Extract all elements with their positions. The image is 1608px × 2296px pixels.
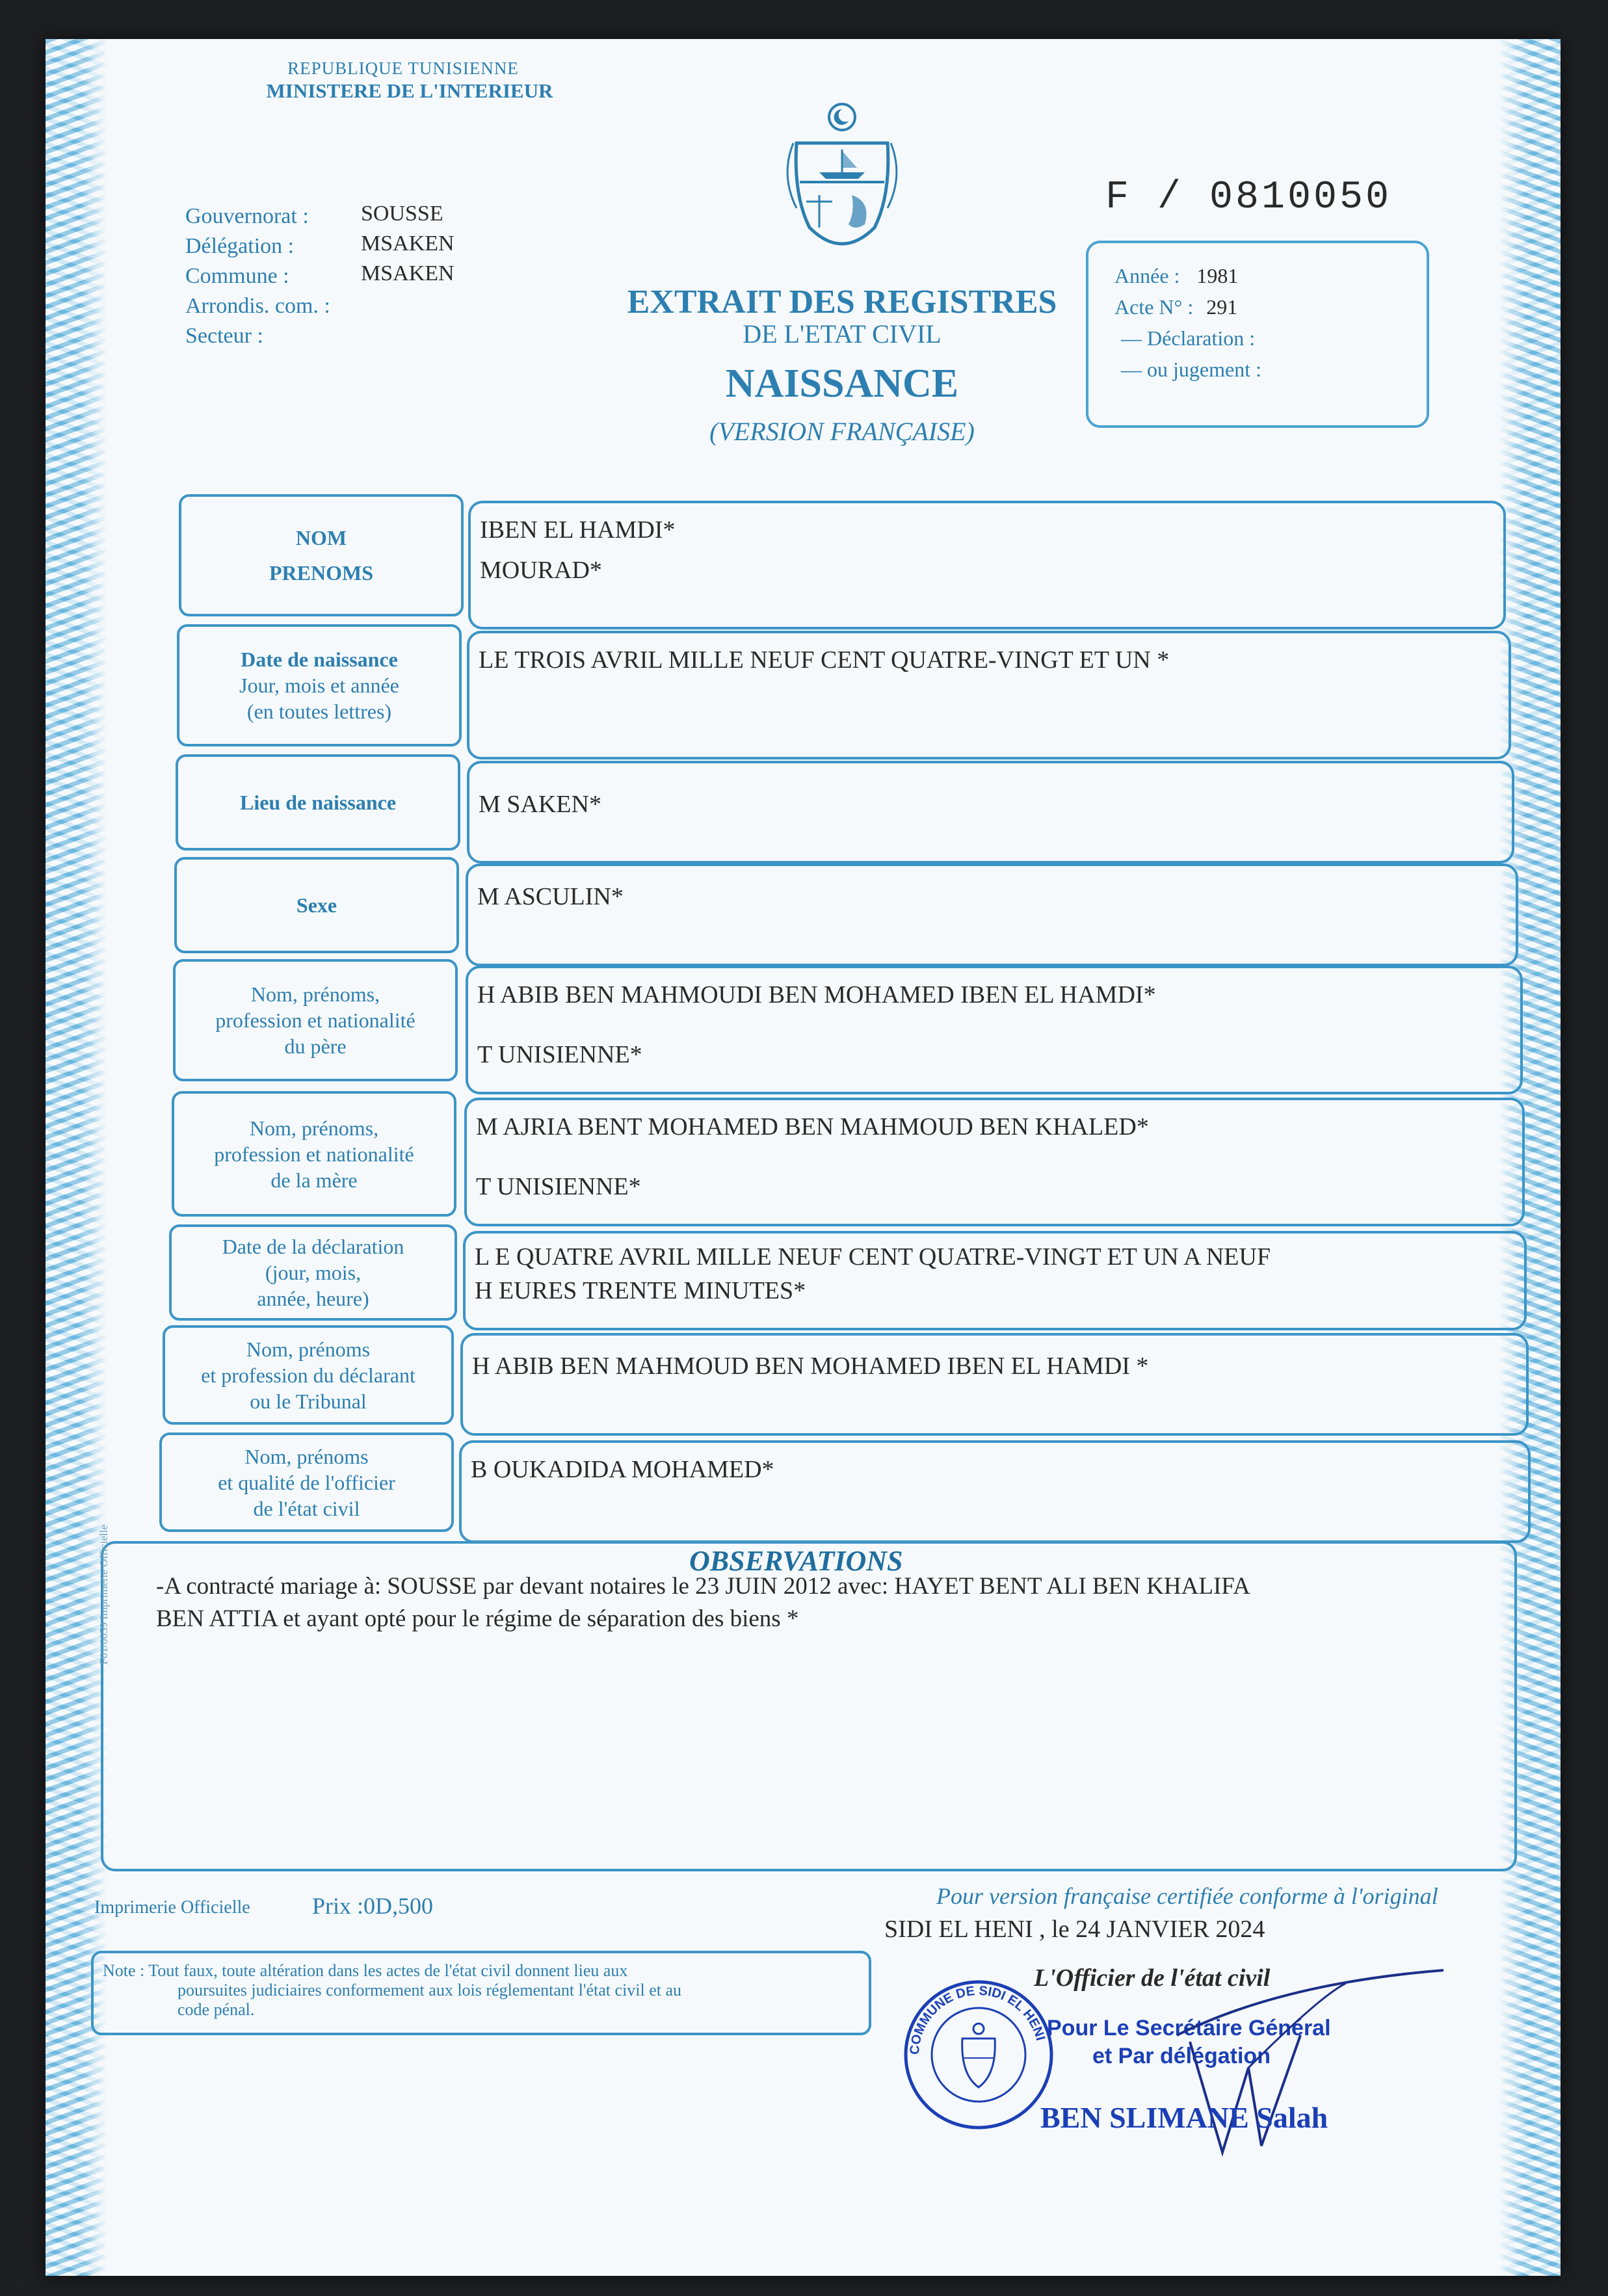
signatory-name: BEN SLIMANE Salah — [1040, 2101, 1328, 2134]
label-line: et profession du déclarant — [201, 1363, 415, 1387]
acte-label: Acte N° : — [1114, 295, 1194, 319]
arrondissement-label: Arrondis. com. : — [185, 294, 330, 318]
gouvernorat-value: SOUSSE — [361, 202, 443, 226]
secteur-label: Secteur : — [185, 324, 263, 348]
observations-title: OBSERVATIONS — [689, 1545, 903, 1577]
serial-number: F / 0810050 — [1105, 176, 1392, 220]
label-line: du père — [284, 1035, 347, 1058]
label-line: (en toutes lettres) — [246, 700, 392, 723]
value-line: T UNISIENNE* — [476, 1173, 641, 1200]
observations-line: BEN ATTIA et ayant opté pour le régime de séparation des biens * — [156, 1605, 799, 1632]
label-line: Lieu de naissance — [239, 791, 397, 814]
republic-label: REPUBLIQUE TUNISIENNE — [287, 59, 519, 78]
legal-note — [91, 1951, 871, 2035]
value-declarant — [460, 1333, 1529, 1436]
label-line: Nom, prénoms — [246, 1337, 371, 1361]
value-line: H ABIB BEN MAHMOUD BEN MOHAMED IBEN EL HAMDI * — [472, 1353, 1149, 1380]
title-naissance: NAISSANCE — [725, 362, 959, 406]
label-line: PRENOMS — [269, 561, 373, 585]
observations-text — [156, 1570, 1456, 1635]
value-line: LE TROIS AVRIL MILLE NEUF CENT QUATRE-VINGT ET UN * — [479, 646, 1170, 674]
value-line: B OUKADIDA MOHAMED* — [471, 1456, 774, 1483]
title-etat-civil: DE L'ETAT CIVIL — [743, 319, 942, 349]
observations-line: -A contracté mariage à: SOUSSE par devant notaires le 23 JUIN 2012 avec: HAYET BENT ALI BEN KHALIFA — [156, 1573, 1250, 1600]
label-declarant — [163, 1325, 454, 1425]
annee-label: Année : — [1114, 264, 1180, 287]
commune-label: Commune : — [185, 264, 289, 288]
location-labels — [185, 202, 330, 351]
label-line: profession et nationalité — [215, 1009, 415, 1032]
gouvernorat-label: Gouvernorat : — [185, 204, 309, 228]
label-nom-prenoms — [179, 494, 464, 616]
label-sexe — [174, 857, 459, 953]
label-line: Date de la déclaration — [222, 1235, 404, 1258]
jugement-label: — ou jugement : — [1121, 358, 1261, 381]
label-line: de la mère — [270, 1168, 358, 1192]
delegation-value: MSAKEN — [361, 231, 455, 256]
label-line: de l'état civil — [253, 1496, 360, 1520]
label-mere — [172, 1091, 456, 1217]
decorative-border-left — [46, 39, 107, 2276]
label-line: année, heure) — [257, 1287, 369, 1310]
side-print-code: F01/0059 Imprimerie Officielle — [98, 1525, 110, 1665]
official-stamp-icon — [901, 1977, 1057, 2133]
value-line: H EURES TRENTE MINUTES* — [475, 1277, 806, 1304]
value-officier — [459, 1440, 1531, 1543]
value-sexe — [466, 864, 1518, 966]
annee-value: 1981 — [1196, 264, 1239, 287]
par-delegation: et Par délégation — [1092, 2044, 1271, 2068]
label-lieu-naissance — [176, 754, 460, 851]
label-line: Jour, mois et année — [239, 674, 399, 697]
label-line: Date de naissance — [241, 648, 398, 671]
label-line: NOM — [295, 526, 347, 549]
title-extrait: EXTRAIT DES REGISTRES — [627, 284, 1057, 321]
label-line: profession et nationalité — [214, 1142, 414, 1166]
label-line: Nom, prénoms, — [249, 1116, 379, 1140]
declaration-label: — Déclaration : — [1121, 326, 1256, 350]
label-line: et qualité de l'officier — [218, 1470, 395, 1494]
label-line: (jour, mois, — [265, 1261, 362, 1284]
value-pere — [466, 966, 1523, 1094]
label-line: Sexe — [296, 893, 337, 917]
delegation-label: Délégation : — [185, 234, 295, 258]
value-lieu-naissance — [467, 761, 1514, 864]
coat-of-arms-icon — [780, 98, 904, 267]
location-values — [361, 199, 455, 289]
value-line: IBEN EL HAMDI* — [480, 516, 676, 544]
pour-secretaire: Pour Le Secrétaire Général — [1047, 2016, 1331, 2040]
commune-value: MSAKEN — [361, 261, 455, 285]
svg-text:COMMUNE DE SIDI EL HENI: COMMUNE DE SIDI EL HENI — [907, 1983, 1048, 2055]
handwritten-signature — [1151, 1957, 1463, 2172]
value-line: MOURAD* — [480, 557, 602, 584]
note-line: code pénal. — [178, 2000, 255, 2019]
title-version: (VERSION FRANÇAISE) — [709, 417, 975, 446]
acte-value: 291 — [1206, 295, 1238, 319]
prix-label: Prix :0D,500 — [312, 1893, 434, 1919]
value-date-naissance — [467, 631, 1511, 759]
value-line: M ASCULIN* — [477, 883, 624, 910]
registry-box — [1086, 241, 1429, 428]
note-line: poursuites judiciaires conformement aux lois réglementant l'état civil et au — [178, 1981, 682, 1999]
label-date-declaration — [169, 1224, 457, 1321]
label-line: ou le Tribunal — [250, 1389, 367, 1413]
value-line: H ABIB BEN MAHMOUDI BEN MOHAMED IBEN EL HAMDI* — [477, 981, 1156, 1009]
ministry-label: MINISTERE DE L'INTERIEUR — [266, 79, 553, 102]
label-line: Nom, prénoms — [244, 1444, 369, 1468]
value-nom-prenoms — [468, 501, 1506, 629]
value-date-declaration — [463, 1231, 1527, 1330]
note-line: Note : Tout faux, toute altération dans les actes de l'état civil donnent lieu aux — [103, 1961, 628, 1980]
label-pere — [173, 959, 458, 1081]
value-mere — [464, 1098, 1525, 1226]
place-date: SIDI EL HENI , le 24 JANVIER 2024 — [884, 1916, 1265, 1943]
label-officier — [159, 1432, 454, 1532]
value-line: L E QUATRE AVRIL MILLE NEUF CENT QUATRE-VINGT ET UN A NEUF — [475, 1243, 1271, 1271]
label-line: Nom, prénoms, — [250, 983, 380, 1006]
officer-title: L'Officier de l'état civil — [1034, 1964, 1271, 1992]
value-line: M SAKEN* — [479, 791, 601, 818]
label-date-naissance — [177, 624, 462, 746]
value-line: T UNISIENNE* — [477, 1041, 642, 1068]
imprimerie-label: Imprimerie Officielle — [94, 1897, 250, 1918]
value-line: M AJRIA BENT MOHAMED BEN MAHMOUD BEN KHALED* — [476, 1113, 1149, 1141]
conformity-label: Pour version française certifiée conforme à l'original — [936, 1883, 1438, 1909]
